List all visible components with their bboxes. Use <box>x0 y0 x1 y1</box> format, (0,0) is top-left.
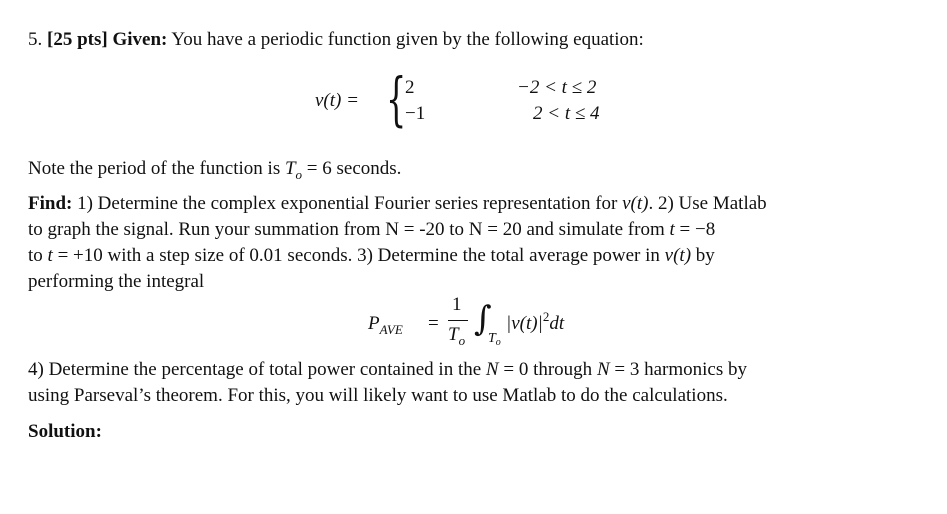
part4-n0: N <box>485 359 499 380</box>
piecewise-lhs: v(t) = <box>315 90 359 111</box>
find-line3-var2: v(t) <box>664 245 692 266</box>
power-equals: = <box>428 313 439 334</box>
part4-line1-c: = 3 harmonics by <box>609 359 747 380</box>
find-line-4: performing the integral <box>28 271 205 292</box>
period-subscript: o <box>295 167 303 182</box>
find-line-1 <box>28 191 918 216</box>
given-label: Given: <box>112 29 168 50</box>
power-lhs <box>368 311 403 337</box>
part4-line-1 <box>28 357 918 382</box>
find-line3-b: = +10 with a step size of 0.01 seconds. 3) Determine the total average power in <box>52 245 665 266</box>
case1-condition: −2 < t ≤ 2 <box>517 77 597 98</box>
period-prefix: Note the period of the function is <box>28 158 285 179</box>
period-note <box>28 156 918 182</box>
find-line1-var: v(t) <box>622 193 649 214</box>
find-line-3 <box>28 243 918 268</box>
power-lhs-symbol: P <box>368 313 380 334</box>
find-line3-var: t <box>47 245 53 266</box>
integral-subscript <box>488 326 501 352</box>
case1-value: 2 <box>405 77 415 98</box>
find-line3-a: to <box>28 245 48 266</box>
period-symbol: T <box>284 158 296 179</box>
problem-number: 5. <box>28 29 43 50</box>
integrand-expr: |v(t)| <box>506 313 543 334</box>
denominator-symbol: T <box>448 324 459 345</box>
solution-label: Solution: <box>28 421 102 442</box>
integrand-power: 2 <box>542 309 550 324</box>
denominator-subscript: o <box>458 333 466 348</box>
fraction-numerator: 1 <box>452 294 462 315</box>
find-label: Find: <box>28 193 73 214</box>
case2-condition: 2 < t ≤ 4 <box>533 103 600 124</box>
problem-points: [25 pts] <box>47 29 108 50</box>
period-suffix: = 6 seconds. <box>302 158 402 179</box>
part4-line-2: using Parseval’s theorem. For this, you will likely want to use Matlab to do the calculations. <box>28 385 728 406</box>
case2-value: −1 <box>405 103 426 124</box>
integrand <box>506 311 564 337</box>
find-line2-b: = −8 <box>674 219 716 240</box>
part4-line1-b: = 0 through <box>498 359 597 380</box>
fraction-denominator <box>448 322 465 348</box>
integral-sign: ∫ <box>474 299 492 339</box>
part4-line1-a: 4) Determine the percentage of total power contained in the <box>28 359 486 380</box>
given-text: You have a periodic function given by the following equation: <box>171 29 644 50</box>
find-line1-b: . 2) Use Matlab <box>648 193 767 214</box>
find-line2-a: to graph the signal. Run your summation from N = -20 to N = 20 and simulate from <box>28 219 670 240</box>
left-brace: { <box>386 65 407 133</box>
part4-n3: N <box>596 359 610 380</box>
find-line1-a: 1) Determine the complex exponential Fourier series representation for <box>77 193 623 214</box>
find-line3-c: by <box>691 245 715 266</box>
integral-sub-subscript: o <box>495 337 501 348</box>
integral-sub-symbol: T <box>488 331 496 346</box>
find-line2-var: t <box>669 219 675 240</box>
problem-statement <box>28 27 918 52</box>
integrand-differential: dt <box>549 313 565 334</box>
fraction-bar <box>448 320 468 321</box>
power-lhs-subscript: AVE <box>379 322 403 337</box>
find-line-2 <box>28 217 918 242</box>
